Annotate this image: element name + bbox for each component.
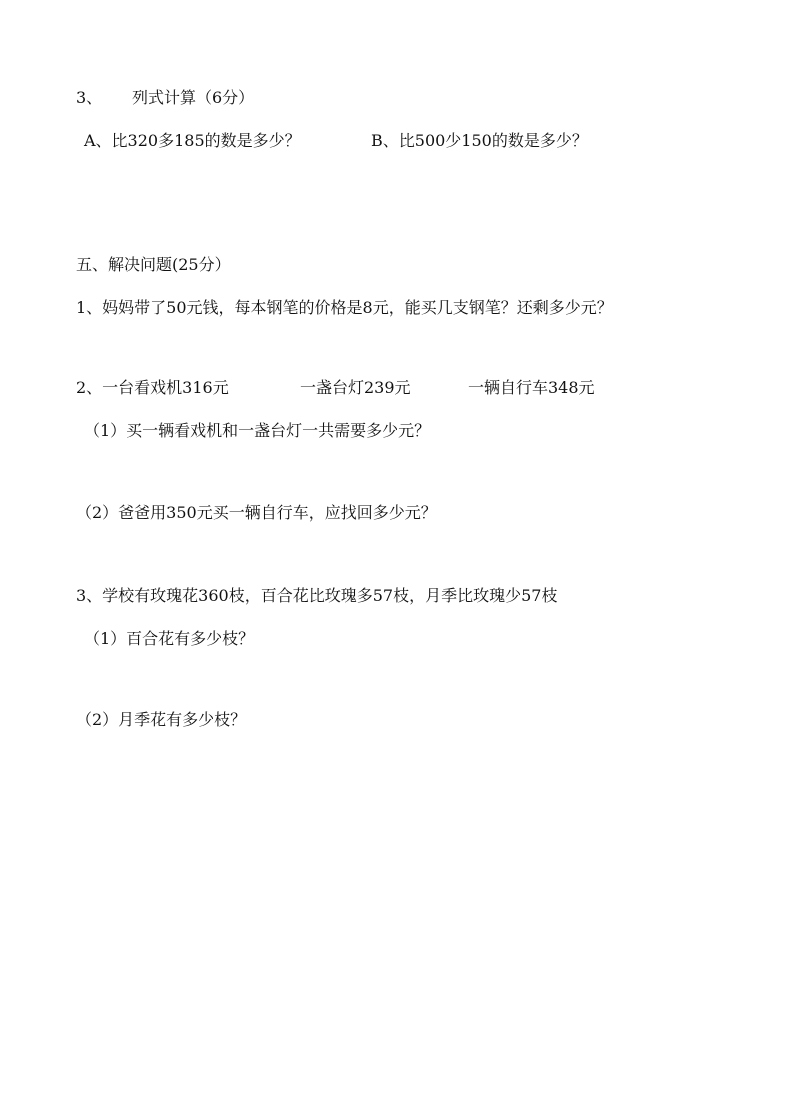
section3-heading: 列式计算（6分） [132, 88, 255, 107]
problem-1: 1、妈妈带了50元钱，每本钢笔的价格是8元，能买几支钢笔？还剩多少元？ [76, 298, 613, 317]
problem-2-sub-2: （2）爸爸用350元买一辆自行车，应找回多少元？ [76, 503, 437, 522]
section5-heading: 五、解决问题(25分） [76, 255, 231, 274]
problem-2-item-tv: 2、一台看戏机316元 [76, 378, 229, 397]
problem-2-item-lamp: 一盏台灯239元 [300, 378, 411, 397]
problem-2-sub-1: （1）买一辆看戏机和一盏台灯一共需要多少元？ [84, 421, 431, 440]
problem-3-stem: 3、学校有玫瑰花360枝，百合花比玫瑰多57枝，月季比玫瑰少57枝 [76, 586, 558, 605]
question-b: B、比500少150的数是多少？ [371, 131, 588, 150]
problem-3-sub-1: （1）百合花有多少枝？ [84, 629, 255, 648]
problem-3-sub-2: （2）月季花有多少枝？ [76, 710, 247, 729]
section3-number: 3、 [76, 88, 103, 107]
question-a: A、比320多185的数是多少？ [84, 131, 301, 150]
problem-2-item-bike: 一辆自行车348元 [468, 378, 595, 397]
